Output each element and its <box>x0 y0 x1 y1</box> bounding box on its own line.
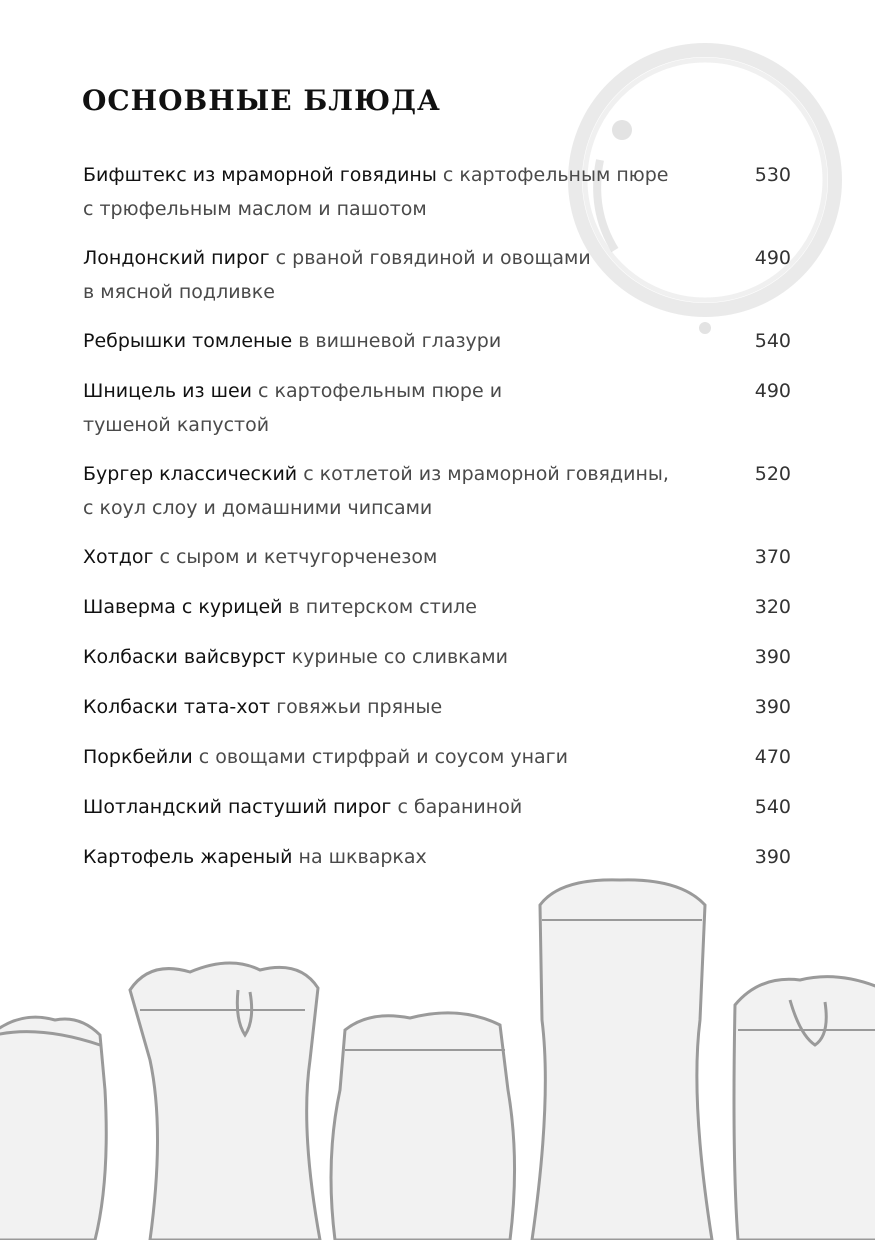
dish-description: с бараниной <box>391 796 523 818</box>
dish-price: 490 <box>754 247 791 269</box>
dish-price: 520 <box>754 463 791 485</box>
dish-description: с котлетой из мраморной говядины, <box>297 463 669 485</box>
dish-name: Шницель из шеи <box>83 380 253 402</box>
dish-price: 540 <box>754 796 791 818</box>
dish-description-line2: в мясной подливке <box>83 281 275 303</box>
dish-name: Шотландский пастуший пирог <box>83 796 392 818</box>
menu-item <box>83 540 791 574</box>
dish-price: 530 <box>754 164 791 186</box>
dish-name: Поркбейли <box>83 746 193 768</box>
dish-price: 370 <box>754 546 791 568</box>
menu-list <box>83 158 791 874</box>
dish-price: 540 <box>754 330 791 352</box>
menu-item <box>83 374 791 442</box>
dish-description-line2: с коул слоу и домашними чипсами <box>83 497 433 519</box>
dish-price: 320 <box>754 596 791 618</box>
dish-price: 470 <box>754 746 791 768</box>
menu-item <box>83 690 791 724</box>
dish-name: Колбаски вайсвурст <box>83 646 286 668</box>
dish-description: с сыром и кетчугорченезом <box>153 546 438 568</box>
dish-description: говяжьи пряные <box>270 696 443 718</box>
dish-description: в питерском стиле <box>282 596 477 618</box>
dish-description: с картофельным пюре и <box>252 380 503 402</box>
dish-name: Ребрышки томленые <box>83 330 293 352</box>
dish-name: Хотдог <box>83 546 154 568</box>
dish-description: с овощами стирфрай и соусом унаги <box>192 746 568 768</box>
dish-description: с рваной говядиной и овощами <box>269 247 591 269</box>
section-title: ОСНОВНЫЕ БЛЮДА <box>82 84 441 117</box>
dish-description-line2: тушеной капустой <box>83 414 270 436</box>
menu-item <box>83 790 791 824</box>
dish-name: Шаверма с курицей <box>83 596 283 618</box>
dish-name: Картофель жареный <box>83 846 293 868</box>
dish-price: 390 <box>754 696 791 718</box>
dish-price: 390 <box>754 646 791 668</box>
dish-price: 390 <box>754 846 791 868</box>
dish-price: 490 <box>754 380 791 402</box>
dish-description: в вишневой глазури <box>292 330 502 352</box>
dish-description: на шкварках <box>292 846 427 868</box>
menu-item <box>83 324 791 358</box>
dish-name: Бифштекс из мраморной говядины <box>83 164 437 186</box>
dish-description-line2: с трюфельным маслом и пашотом <box>83 198 427 220</box>
menu-item <box>83 158 791 226</box>
menu-item <box>83 740 791 774</box>
dish-description: с картофельным пюре <box>436 164 669 186</box>
beer-glasses-illustration-icon <box>0 860 875 1240</box>
dish-name: Лондонский пирог <box>83 247 270 269</box>
menu-item <box>83 590 791 624</box>
menu-item <box>83 241 791 309</box>
menu-item <box>83 457 791 525</box>
menu-item <box>83 640 791 674</box>
dish-description: куриные со сливками <box>285 646 508 668</box>
dish-name: Бургер классический <box>83 463 298 485</box>
dish-name: Колбаски тата-хот <box>83 696 271 718</box>
